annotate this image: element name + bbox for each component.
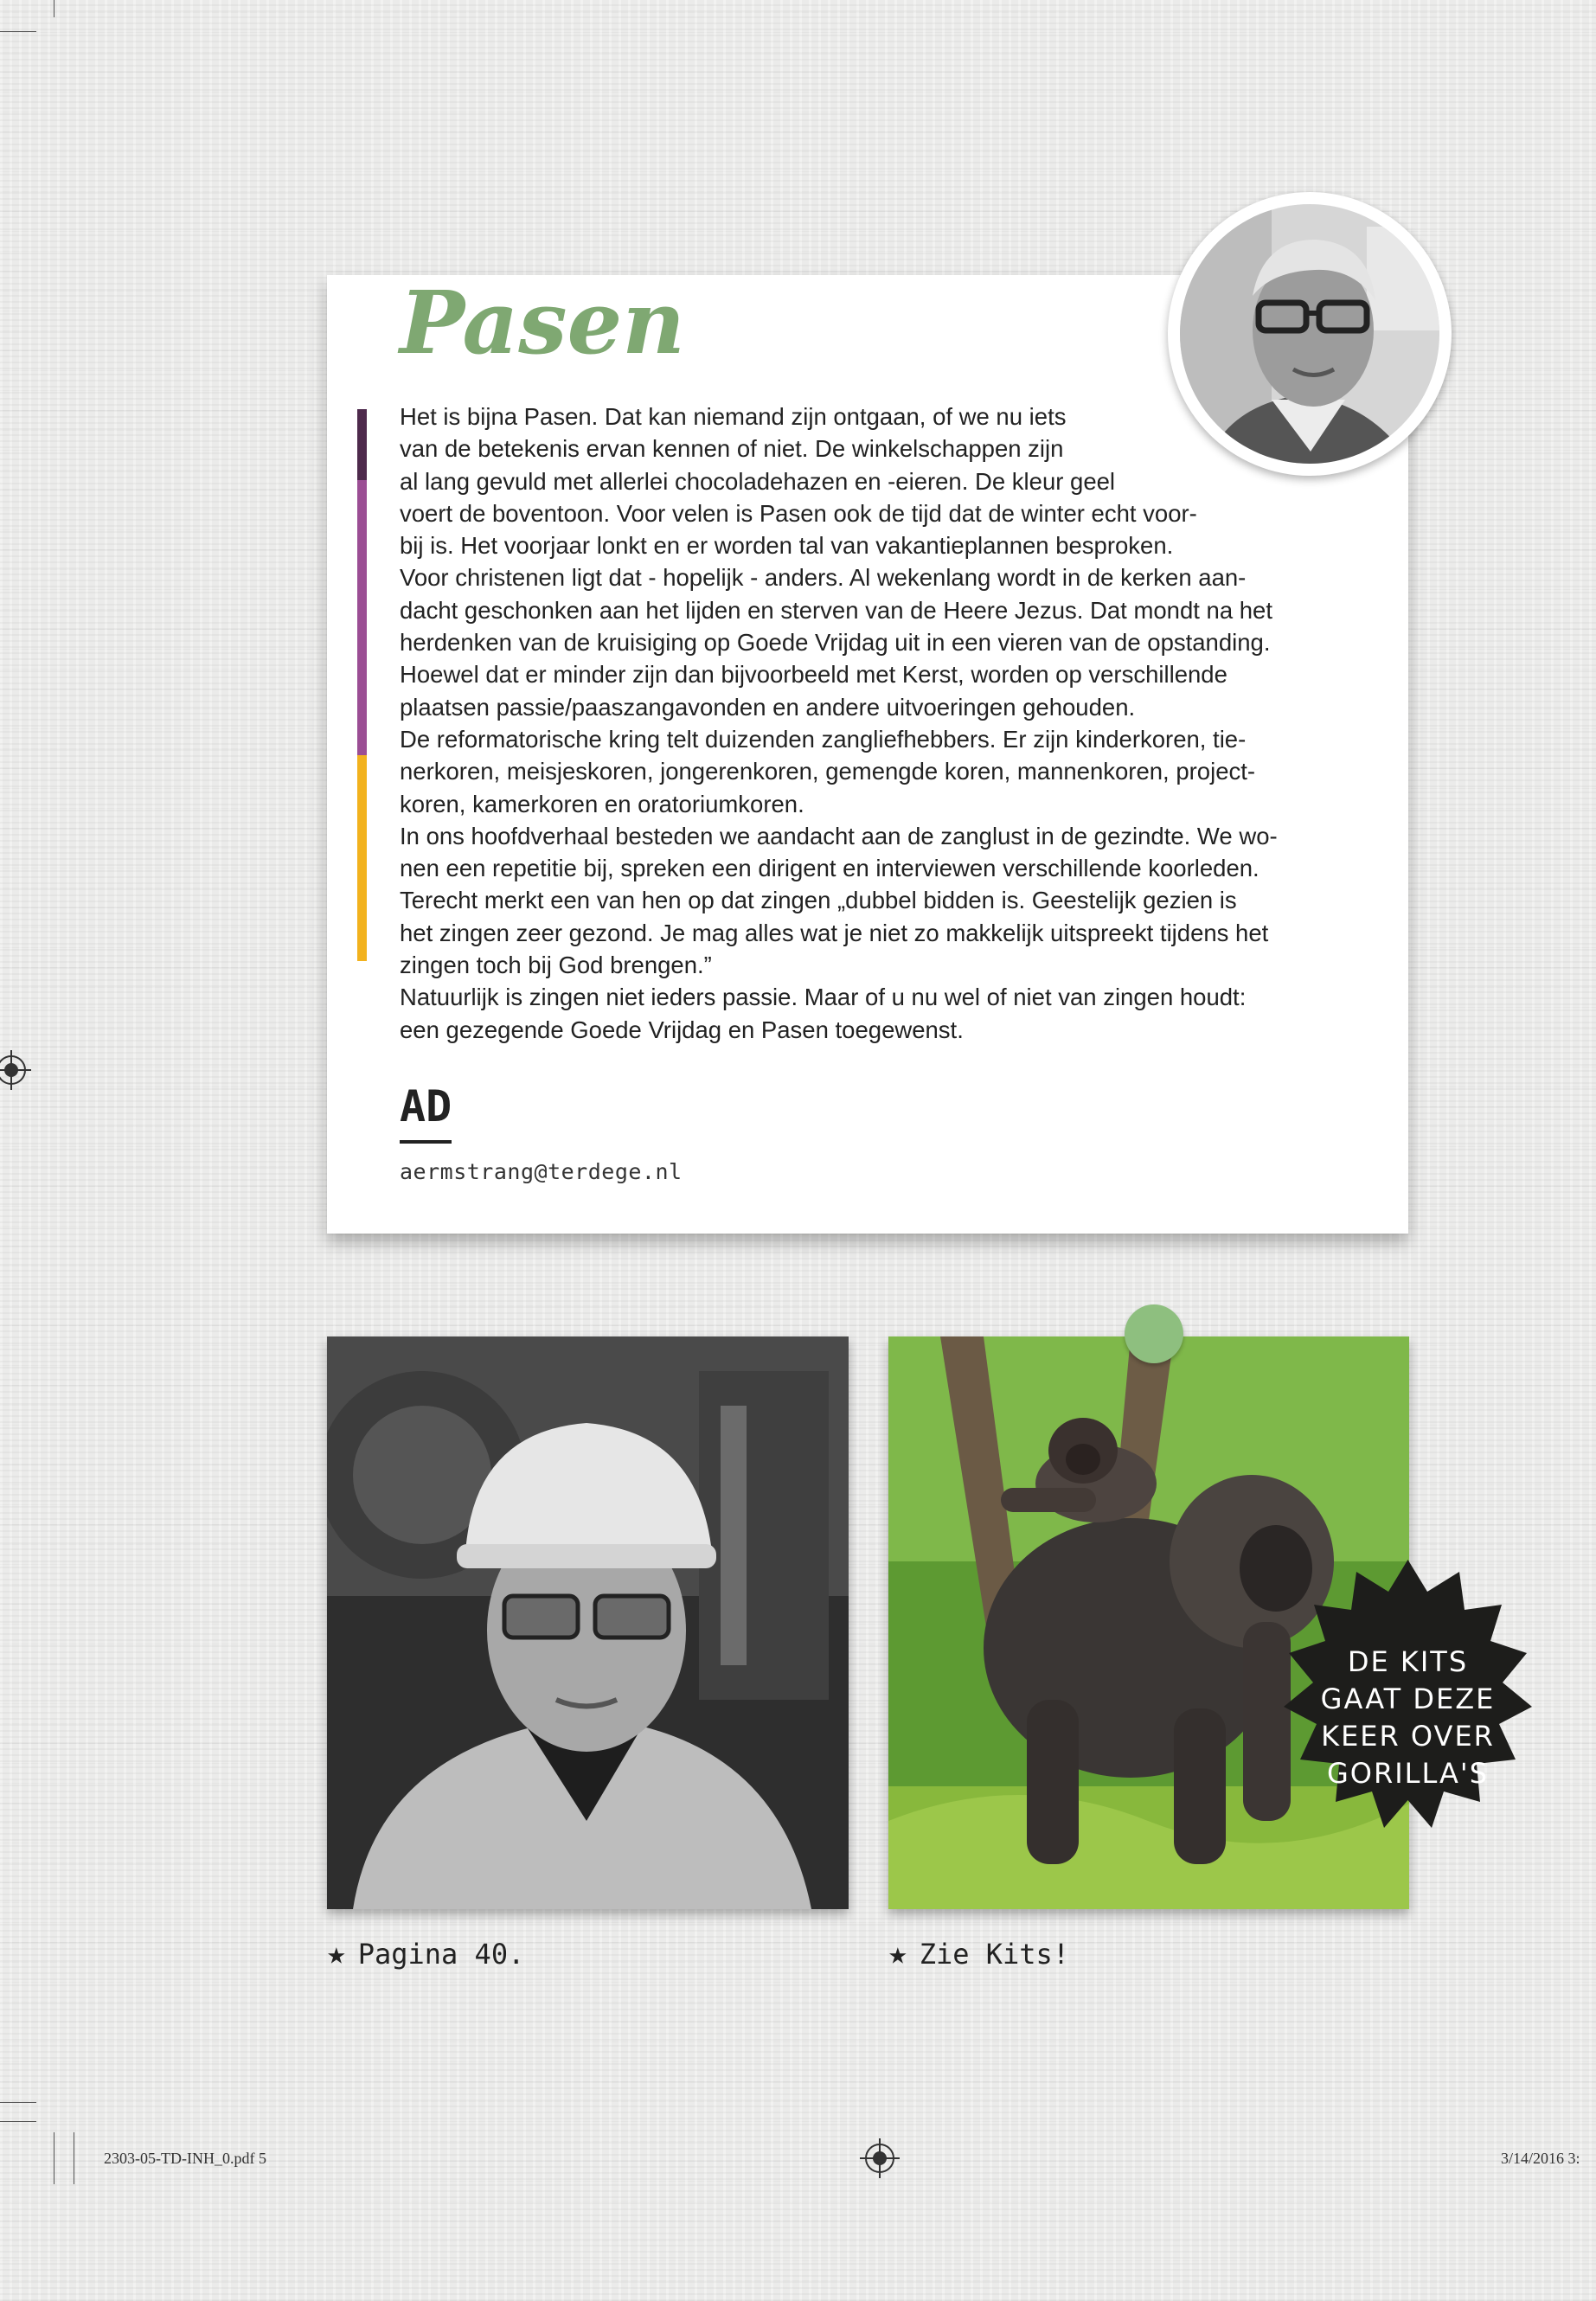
- starburst-line: DE KITS: [1347, 1645, 1469, 1678]
- registration-mark-icon: [0, 1055, 26, 1085]
- signature-underline: [400, 1140, 452, 1144]
- body-line: Voor christenen ligt dat - hopelijk - anders. Al wekenlang wordt in de kerken aan-: [400, 564, 1247, 592]
- caption-left-text: Pagina 40.: [357, 1938, 525, 1971]
- accent-bar-dark: [357, 409, 367, 480]
- star-icon: ★: [888, 1936, 907, 1971]
- teaser-photo-worker[interactable]: [327, 1336, 849, 1909]
- starburst-line: GORILLA'S: [1326, 1757, 1490, 1790]
- body-line: Terecht merkt een van hen op dat zingen „dubbel bidden is. Geestelijk gezien is: [400, 887, 1237, 914]
- body-line: nen een repetitie bij, spreken een dirigent en interviewen verschillende koorleden.: [400, 855, 1259, 882]
- star-icon: ★: [327, 1936, 346, 1971]
- footer-filename: 2303-05-TD-INH_0.pdf 5: [104, 2150, 266, 2167]
- body-line: Het is bijna Pasen. Dat kan niemand zijn ontgaan, of we nu iets: [400, 403, 1067, 430]
- editorial-body: [400, 401, 1343, 1046]
- body-line: bij is. Het voorjaar lonkt en er worden tal van vakantieplannen besproken.: [400, 532, 1174, 560]
- registration-mark-icon: [865, 2144, 894, 2173]
- starburst-line: GAAT DEZE: [1320, 1682, 1496, 1715]
- starburst-line: KEER OVER: [1321, 1720, 1495, 1753]
- crop-mark: [0, 2102, 36, 2103]
- worker-photo-image: [327, 1336, 849, 1909]
- body-line: herdenken van de kruisiging op Goede Vrijdag uit in een vieren van de opstanding.: [400, 629, 1271, 657]
- caption-left[interactable]: [327, 1936, 524, 1971]
- body-line: De reformatorische kring telt duizenden zangliefhebbers. Er zijn kinderkoren, tie-: [400, 725, 1247, 753]
- author-portrait: [1168, 192, 1452, 476]
- caption-right-text: Zie Kits!: [919, 1938, 1070, 1971]
- body-line: plaatsen passie/paaszangavonden en andere uitvoeringen gehouden.: [400, 693, 1136, 721]
- accent-bar-yellow: [357, 755, 367, 961]
- footer-date: 3/14/2016 3:: [1501, 2150, 1580, 2167]
- crop-mark: [0, 31, 36, 32]
- body-line: van de betekenis ervan kennen of niet. De winkelschappen zijn: [400, 435, 1064, 463]
- crop-mark: [0, 2121, 36, 2122]
- signature-initials: AD: [400, 1081, 452, 1131]
- caption-right[interactable]: [888, 1936, 1069, 1971]
- accent-bar-purple: [357, 480, 367, 755]
- author-email[interactable]: aermstrang@terdege.nl: [400, 1159, 683, 1184]
- body-line: dacht geschonken aan het lijden en sterven van de Heere Jezus. Dat mondt na het: [400, 596, 1272, 624]
- body-line: al lang gevuld met allerlei chocoladehazen en -eieren. De kleur geel: [400, 467, 1116, 495]
- pin-icon: [1125, 1304, 1183, 1363]
- body-line: het zingen zeer gezond. Je mag alles wat je niet zo makkelijk uitspreekt tijdens het: [400, 919, 1269, 946]
- body-line: Hoewel dat er minder zijn dan bijvoorbeeld met Kerst, worden op verschillende: [400, 661, 1227, 689]
- page-title: Pasen: [400, 272, 685, 374]
- body-line: In ons hoofdverhaal besteden we aandacht aan de zanglust in de gezindte. We wo-: [400, 822, 1278, 849]
- starburst-text: [1259, 1644, 1557, 1792]
- body-line: Natuurlijk is zingen niet ieders passie. Maar of u nu wel of niet van zingen houdt:: [400, 984, 1247, 1011]
- body-line: een gezegende Goede Vrijdag en Pasen toegewenst.: [400, 1016, 964, 1043]
- body-line: koren, kamerkoren en oratoriumkoren.: [400, 790, 804, 817]
- body-line: zingen toch bij God brengen.”: [400, 952, 712, 979]
- body-line: voert de boventoon. Voor velen is Pasen ook de tijd dat de winter echt voor-: [400, 499, 1197, 527]
- author-portrait-image: [1168, 192, 1452, 476]
- body-line: nerkoren, meisjeskoren, jongerenkoren, gemengde koren, mannenkoren, project-: [400, 758, 1256, 785]
